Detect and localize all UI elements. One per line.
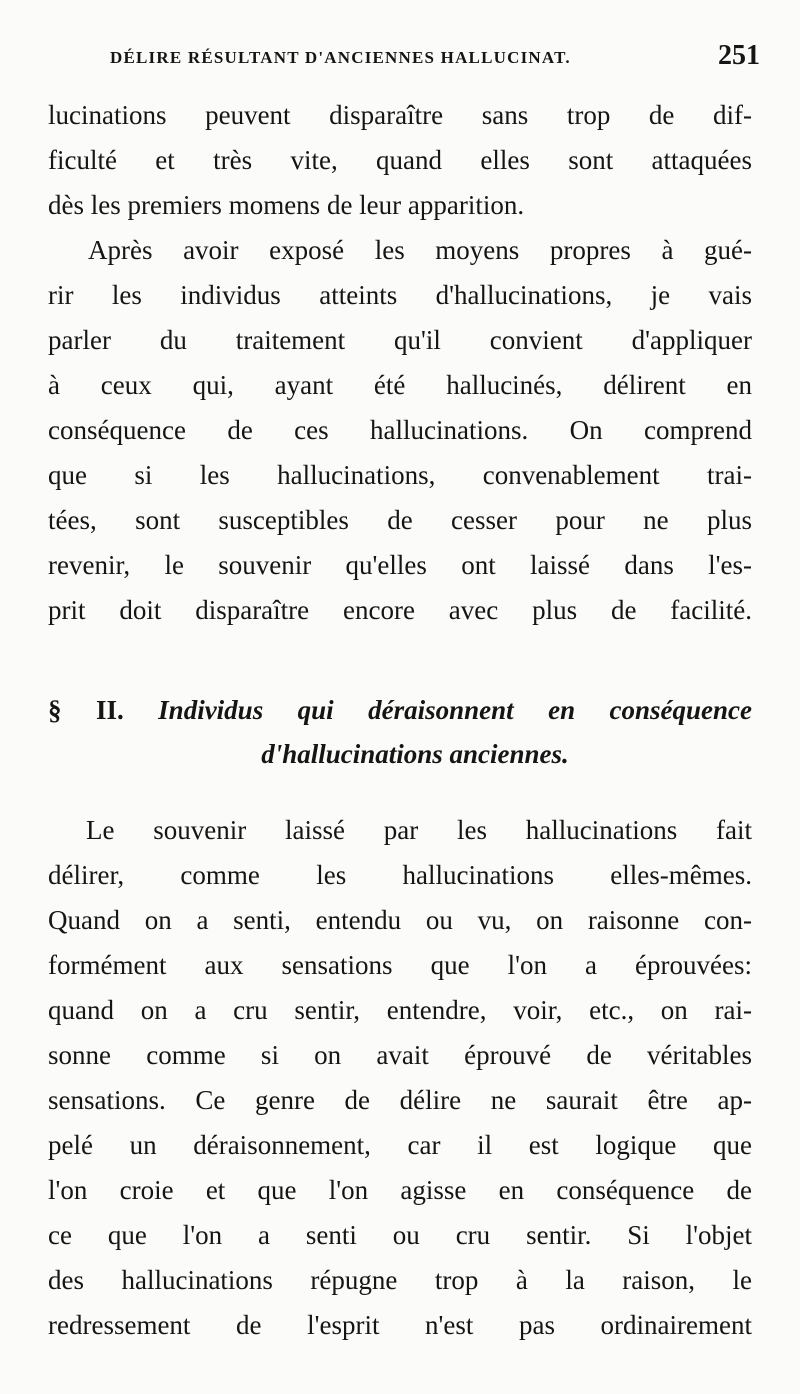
page-number: 251	[718, 40, 760, 71]
text-line: Après avoir exposé les moyens propres à gué-	[88, 235, 752, 265]
text-line: sensations. Ce genre de délire ne saurait être ap-	[48, 1085, 752, 1115]
text-line: conséquence de ces hallucinations. On comprend	[48, 415, 752, 445]
section-title-part-2: d'hallucinations anciennes.	[261, 739, 569, 769]
text-line: Le souvenir laissé par les hallucinations fait	[86, 815, 752, 845]
text-line: lucinations peuvent disparaître sans trop de dif-	[48, 100, 752, 130]
text-line: redressement de l'esprit n'est pas ordinairement	[48, 1310, 752, 1340]
text-line: des hallucinations répugne trop à la raison, le	[48, 1265, 752, 1295]
text-line: Quand on a senti, entendu ou vu, on raisonne con-	[48, 905, 752, 935]
text-line: quand on a cru sentir, entendre, voir, etc., on rai-	[48, 995, 752, 1025]
page-header	[110, 40, 760, 80]
text-line: pelé un déraisonnement, car il est logique que	[48, 1130, 752, 1160]
body-text-bottom	[48, 808, 752, 1348]
section-mark: § II.	[48, 695, 124, 725]
text-line: formément aux sensations que l'on a éprouvées:	[48, 950, 752, 980]
section-title-part-1: Individus qui déraisonnent en conséquence	[158, 695, 753, 725]
text-line: rir les individus atteints d'hallucinations, je vais	[48, 280, 752, 310]
text-line: tées, sont susceptibles de cesser pour ne plus	[48, 505, 752, 535]
section-heading-line-2	[48, 734, 752, 774]
text-line: ficulté et très vite, quand elles sont attaquées	[48, 145, 752, 175]
text-line: délirer, comme les hallucinations elles-mêmes.	[48, 860, 752, 890]
text-line: ce que l'on a senti ou cru sentir. Si l'objet	[48, 1220, 752, 1250]
body-text-top	[48, 93, 752, 633]
section-heading	[48, 690, 752, 774]
section-heading-line-1	[48, 690, 752, 730]
running-head: DÉLIRE RÉSULTANT D'ANCIENNES HALLUCINAT.	[110, 48, 571, 67]
text-line: dès les premiers momens de leur apparition.	[48, 190, 525, 220]
text-line: que si les hallucinations, convenablement trai-	[48, 460, 752, 490]
text-line: à ceux qui, ayant été hallucinés, délirent en	[48, 370, 752, 400]
text-line: sonne comme si on avait éprouvé de véritables	[48, 1040, 752, 1070]
text-line: parler du traitement qu'il convient d'appliquer	[48, 325, 752, 355]
text-line: l'on croie et que l'on agisse en conséquence de	[48, 1175, 752, 1205]
text-line: prit doit disparaître encore avec plus de facilité.	[48, 595, 752, 625]
text-line: revenir, le souvenir qu'elles ont laissé dans l'es-	[48, 550, 752, 580]
